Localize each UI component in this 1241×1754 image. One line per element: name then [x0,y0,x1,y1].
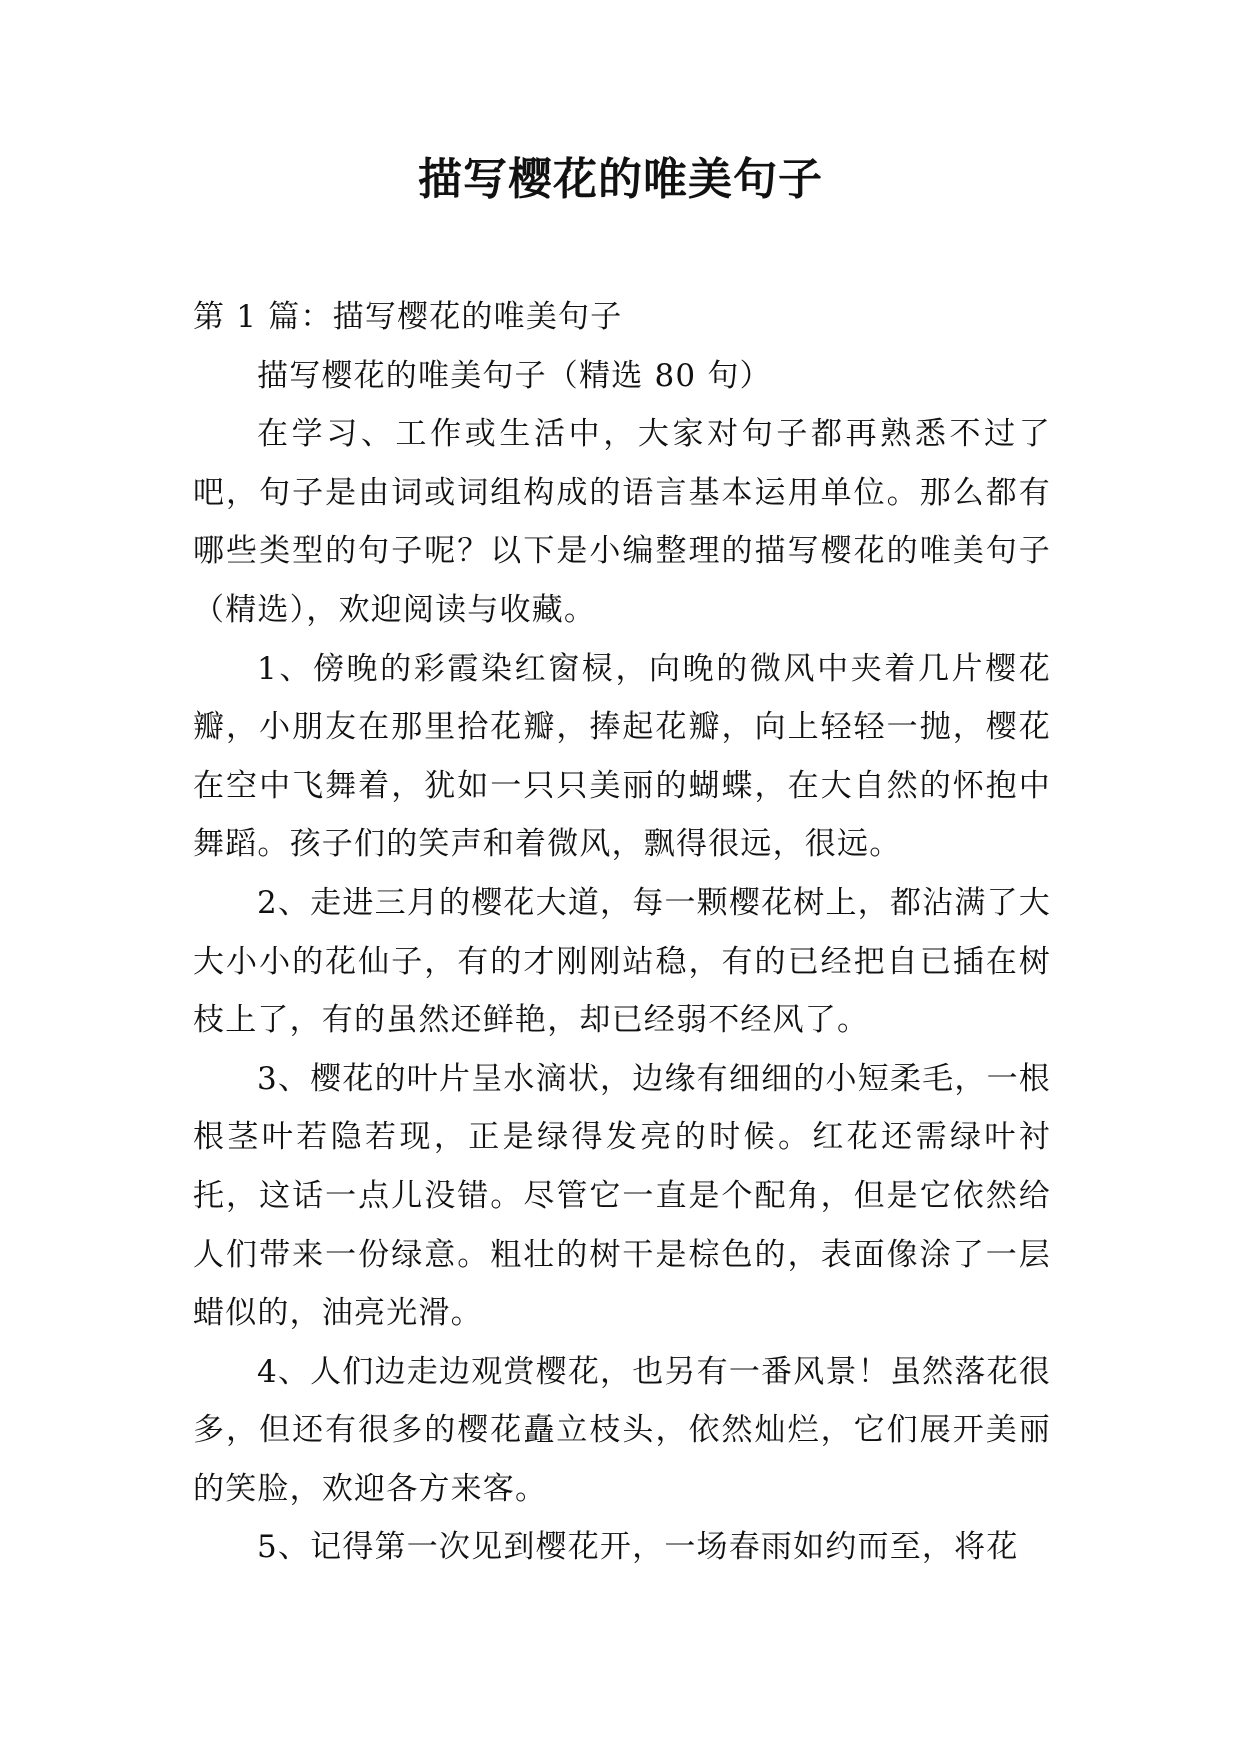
paragraph-subtitle: 描写樱花的唯美句子（精选 80 句） [257,357,772,394]
paragraph-item-5: 5、记得第一次见到樱花开，一场春雨如约而至，将花 [257,1529,1019,1566]
section-heading: 第 1 篇：描写樱花的唯美句子 [193,299,623,335]
paragraph-item-1: 1、傍晚的彩霞染红窗棂，向晚的微风中夹着几片樱花瓣，小朋友在那里拾花瓣，捧起花瓣，向上轻轻一抛，樱花在空中飞舞着，犹如一只只美丽的蝴蝶，在大自然的怀抱中舞蹈。孩子们的笑声和着微风，飘得很远，很远。 [193,650,1051,863]
document-title: 描写樱花的唯美句子 [418,154,823,205]
paragraph-item-4: 4、人们边走边观赏樱花，也另有一番风景！虽然落花很多，但还有很多的樱花矗立枝头，依然灿烂，它们展开美丽的笑脸，欢迎各方来客。 [193,1353,1051,1507]
paragraph-item-2: 2、走进三月的樱花大道，每一颗樱花树上，都沾满了大大小小的花仙子，有的才刚刚站稳，有的已经把自已插在树枝上了，有的虽然还鲜艳，却已经弱不经风了。 [193,884,1051,1039]
paragraph-intro: 在学习、工作或生活中，大家对句子都再熟悉不过了吧，句子是由词或词组构成的语言基本运用单位。那么都有哪些类型的句子呢？以下是小编整理的描写樱花的唯美句子（精选），欢迎阅读与收藏。 [193,416,1051,628]
document-body [193,288,1051,1577]
paragraph-item-3: 3、樱花的叶片呈水滴状，边缘有细细的小短柔毛，一根根茎叶若隐若现，正是绿得发亮的时候。红花还需绿叶衬托，这话一点儿没错。尽管它一直是个配角，但是它依然给人们带来一份绿意。粗壮的树干是棕色的，表面像涂了一层蜡似的，油亮光滑。 [193,1060,1051,1332]
